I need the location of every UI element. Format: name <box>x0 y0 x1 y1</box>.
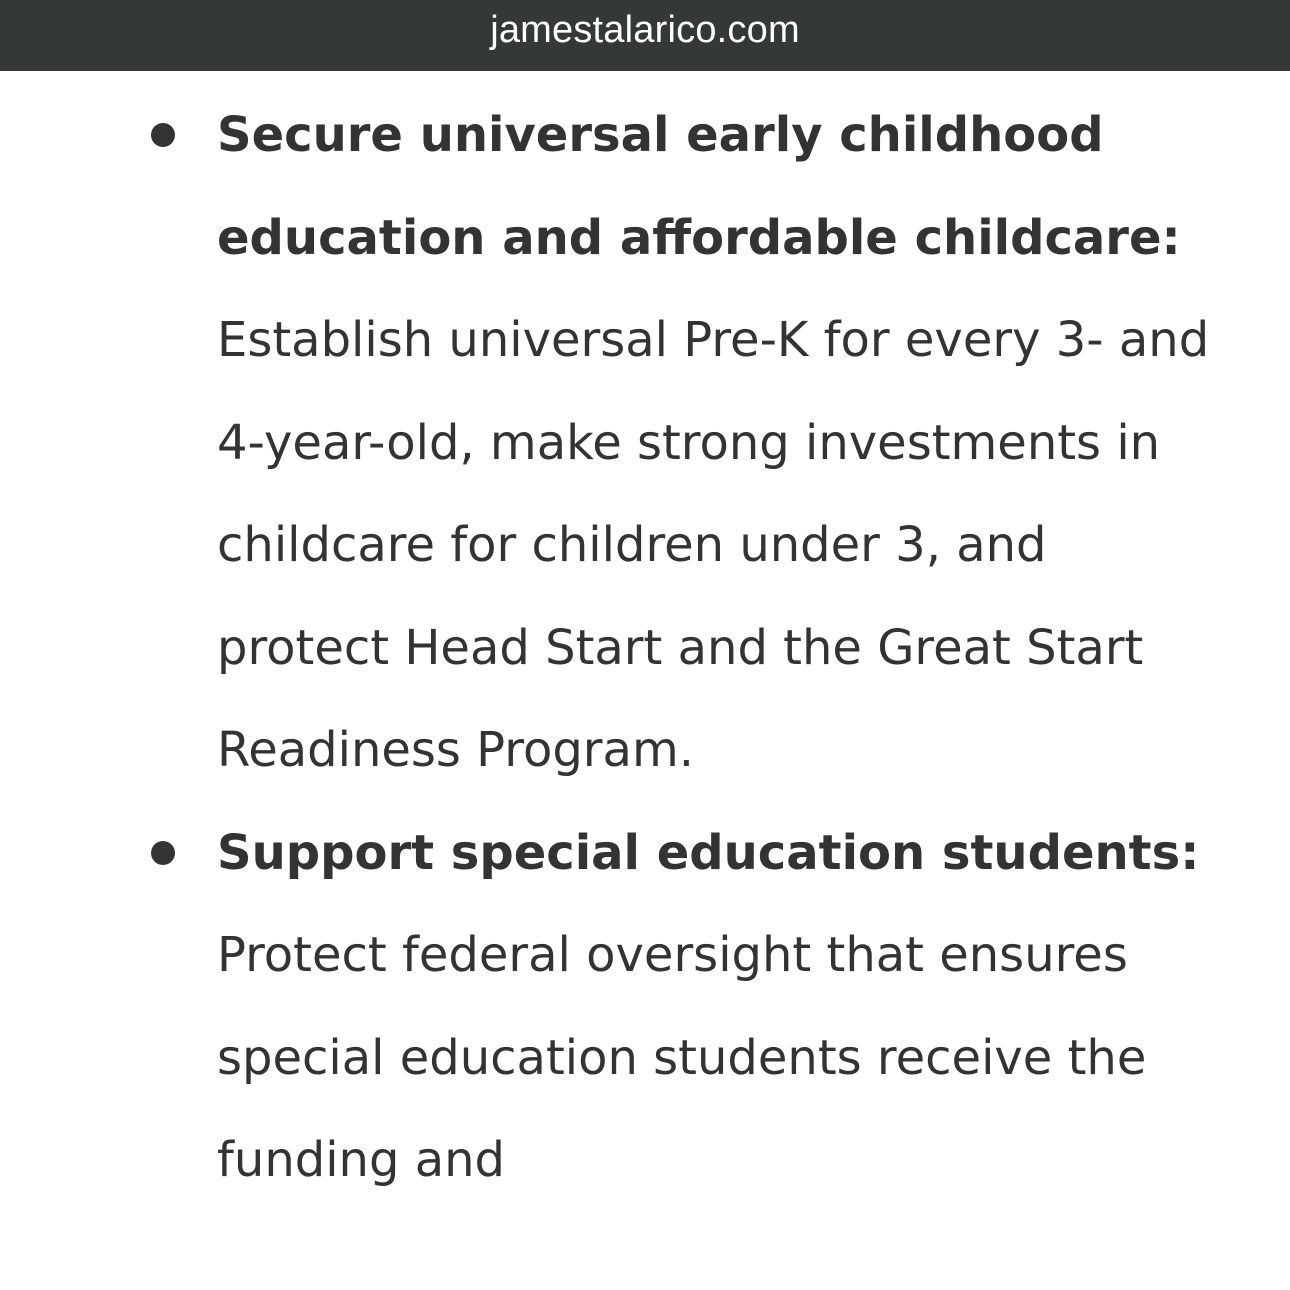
bullet-icon <box>151 841 175 865</box>
address-bar[interactable] <box>0 0 1290 71</box>
policy-text: Protect federal oversight that ensures special education students receive the funding and <box>217 927 1147 1188</box>
list-item <box>217 802 1217 1212</box>
policy-title: Support special education students: <box>217 824 1200 881</box>
policy-list <box>217 84 1217 1212</box>
url-label[interactable]: jamestalarico.com <box>490 9 800 51</box>
page-content <box>0 71 1290 1290</box>
policy-text: Establish universal Pre-K for every 3- and 4-year-old, make strong investments in childcare for children under 3, and protect Head Start and the Great Start Readiness Program. <box>217 312 1210 778</box>
policy-title: Secure universal early childhood education and affordable childcare: <box>217 107 1181 266</box>
bullet-icon <box>151 123 175 147</box>
list-item <box>217 84 1217 802</box>
